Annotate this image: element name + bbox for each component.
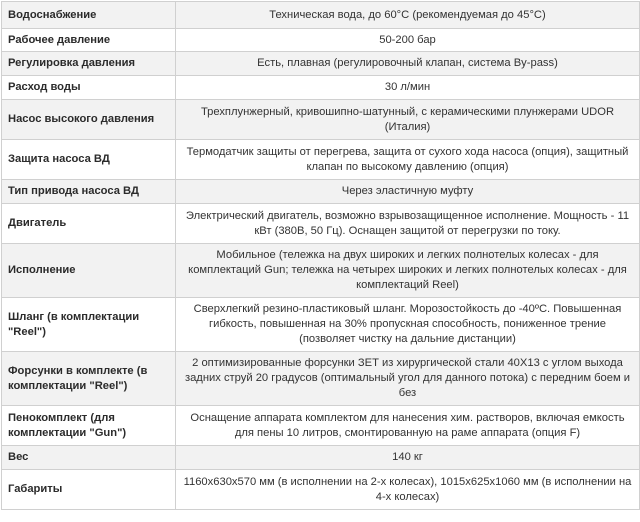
row-value: 2 оптимизированные форсунки ЗЕТ из хирургической стали 40Х13 с углом выхода задних струй 20 градусов (оптимальный угол для данного потока) с передним боем и без: [176, 352, 640, 406]
row-value: Через эластичную муфту: [176, 180, 640, 204]
row-label: Шланг (в комплектации "Reel"): [2, 298, 176, 352]
row-label: Расход воды: [2, 76, 176, 100]
row-label: Водоснабжение: [2, 2, 176, 29]
table-row: [2, 140, 640, 180]
table-row: [2, 29, 640, 52]
table-row: [2, 352, 640, 406]
row-label: Регулировка давления: [2, 52, 176, 76]
row-value: Термодатчик защиты от перегрева, защита от сухого хода насоса (опция), защитный клапан по высокому давлению (опция): [176, 140, 640, 180]
row-label: Тип привода насоса ВД: [2, 180, 176, 204]
row-value: Трехплунжерный, кривошипно-шатунный, с керамическими плунжерами UDOR (Италия): [176, 100, 640, 140]
row-value: Мобильное (тележка на двух широких и легких полнотелых колесах - для комплектаций Gun; тележка на четырех широких и легких полнотелых колесах - для комплектаций Reel): [176, 244, 640, 298]
table-row: [2, 2, 640, 29]
table-row: [2, 76, 640, 100]
row-value: Оснащение аппарата комплектом для нанесения хим. растворов, включая емкость для пены 10 литров, смонтированную на раме аппарата (опция F): [176, 406, 640, 446]
row-value: Электрический двигатель, возможно взрывозащищенное исполнение. Мощность - 11 кВт (380В, 50 Гц). Оснащен защитой от перегрузки по току.: [176, 204, 640, 244]
row-value: 140 кг: [176, 446, 640, 470]
row-label: Насос высокого давления: [2, 100, 176, 140]
row-label: Вес: [2, 446, 176, 470]
table-row: [2, 446, 640, 470]
table-row: [2, 100, 640, 140]
row-value: Есть, плавная (регулировочный клапан, система By-pass): [176, 52, 640, 76]
spec-table: [1, 1, 640, 510]
row-label: Форсунки в комплекте (в комплектации "Reel"): [2, 352, 176, 406]
row-label: Пенокомплект (для комплектации "Gun"): [2, 406, 176, 446]
table-row: [2, 204, 640, 244]
row-value: 50-200 бар: [176, 29, 640, 52]
row-label: Габариты: [2, 470, 176, 510]
row-value: Сверхлегкий резино-пластиковый шланг. Морозостойкость до -40ºС. Повышенная гибкость, повышенная на 30% пропускная способность, пониженное трение (позволяет чистку на дальние дистанции): [176, 298, 640, 352]
row-label: Рабочее давление: [2, 29, 176, 52]
table-row: [2, 180, 640, 204]
row-label: Исполнение: [2, 244, 176, 298]
table-row: [2, 298, 640, 352]
table-row: [2, 470, 640, 510]
spec-table-body: [2, 2, 640, 510]
row-value: 30 л/мин: [176, 76, 640, 100]
row-label: Защита насоса ВД: [2, 140, 176, 180]
table-row: [2, 406, 640, 446]
row-value: 1160х630х570 мм (в исполнении на 2-х колесах), 1015х625х1060 мм (в исполнении на 4-х колесах): [176, 470, 640, 510]
table-row: [2, 52, 640, 76]
row-label: Двигатель: [2, 204, 176, 244]
table-row: [2, 244, 640, 298]
row-value: Техническая вода, до 60°С (рекомендуемая до 45°С): [176, 2, 640, 29]
